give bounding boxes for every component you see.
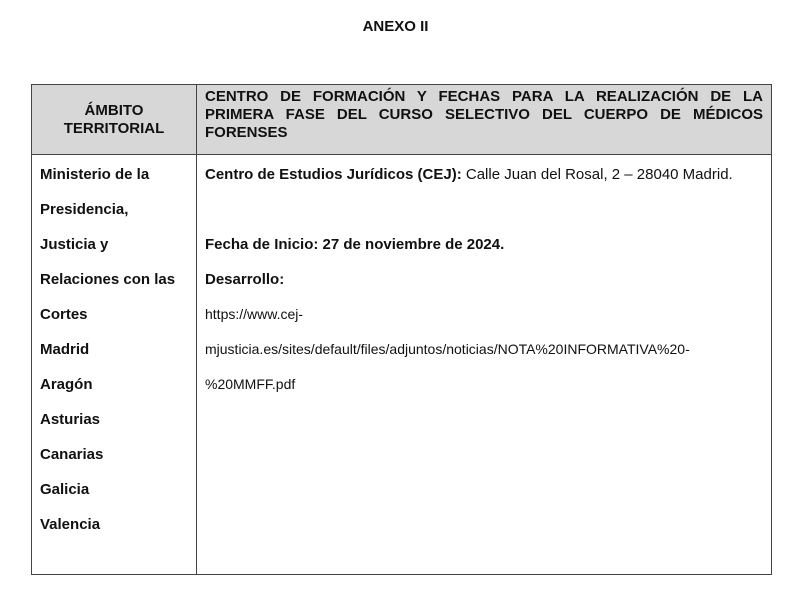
- spacer: [205, 192, 763, 227]
- fecha-inicio: Fecha de Inicio: 27 de noviembre de 2024.: [205, 236, 505, 253]
- ambito-line: Presidencia,: [40, 201, 129, 218]
- annex-table: [31, 84, 772, 575]
- header-ambito-territorial: ÁMBITO TERRITORIAL: [32, 85, 197, 155]
- url-line[interactable]: %20MMFF.pdf: [205, 376, 296, 392]
- ambito-line: Cortes: [40, 306, 88, 323]
- url-line[interactable]: mjusticia.es/sites/default/files/adjuntos/noticias/NOTA%20INFORMATIVA%20-: [205, 341, 690, 357]
- centro-info: [205, 157, 763, 192]
- document-title: ANEXO II: [362, 18, 429, 35]
- region-valencia: Valencia: [40, 516, 101, 533]
- centro-cell: [197, 155, 772, 575]
- ambito-line: Justicia y: [40, 236, 109, 253]
- region-madrid: Madrid: [40, 341, 90, 358]
- desarrollo-link[interactable]: [205, 297, 763, 402]
- region-asturias: Asturias: [40, 411, 101, 428]
- table-row: [32, 155, 772, 575]
- region-canarias: Canarias: [40, 446, 104, 463]
- ambito-cell: [32, 155, 197, 575]
- centro-name: Centro de Estudios Jurídicos (CEJ):: [205, 166, 462, 183]
- url-line[interactable]: https://www.cej-: [205, 306, 304, 322]
- table-header-row: [32, 85, 772, 155]
- header-centro-formacion: CENTRO DE FORMACIÓN Y FECHAS PARA LA REALIZACIÓN DE LA PRIMERA FASE DEL CURSO SELECTIVO DEL CUERPO DE MÉDICOS FORENSES: [197, 85, 772, 155]
- region-aragon: Aragón: [40, 376, 93, 393]
- ambito-line: Ministerio de la: [40, 166, 150, 183]
- region-galicia: Galicia: [40, 481, 90, 498]
- centro-address: Calle Juan del Rosal, 2 – 28040 Madrid.: [465, 166, 733, 183]
- ambito-line: Relaciones con las: [40, 271, 176, 288]
- desarrollo-label: Desarrollo:: [205, 271, 285, 288]
